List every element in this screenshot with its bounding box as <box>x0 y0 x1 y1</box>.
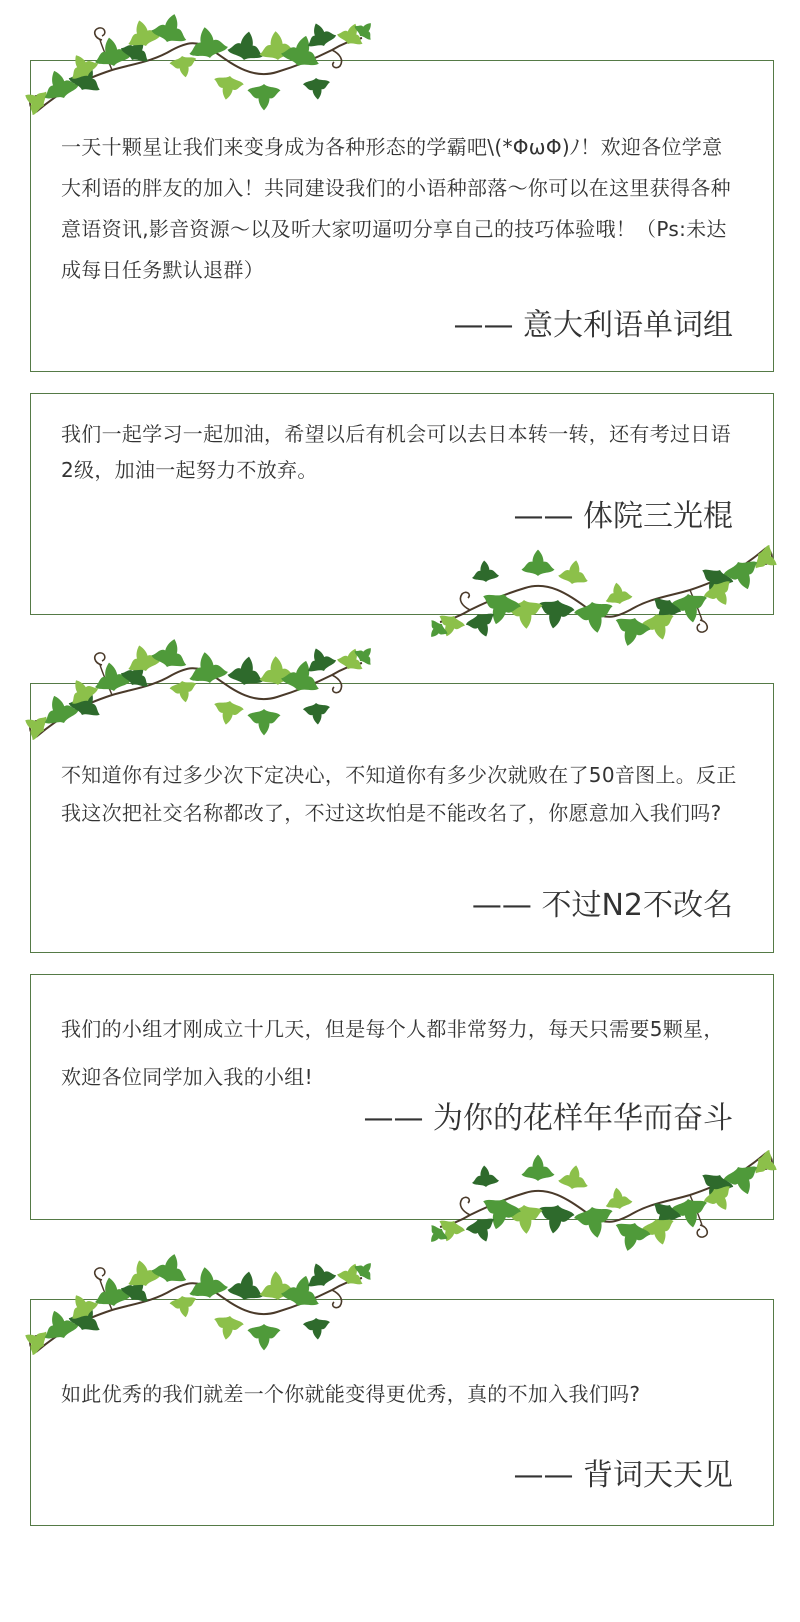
ivy-vine-decoration <box>22 20 372 130</box>
message-signature: —— 意大利语单词组 <box>453 308 733 343</box>
message-text: 一天十颗星让我们来变身成为各种形态的学霸吧\(*ΦωΦ)ﾉ！欢迎各位学意大利语的胖友的加入！共同建设我们的小语种部落～你可以在这里获得各种意语资讯,影音资源～以及听大家叨逼叨分享自己的技巧体验哦！（Ps:未达成每日任务默认退群） <box>61 135 731 282</box>
ivy-vine-decoration <box>22 1260 372 1370</box>
message-signature: —— 为你的花样年华而奋斗 <box>363 1101 733 1136</box>
ivy-vine-decoration <box>430 530 780 640</box>
message-text: 不知道你有过多少次下定决心，不知道你有多少次就败在了50音图上。反正我这次把社交名称都改了，不过这坎怕是不能改名了，你愿意加入我们吗? <box>61 763 737 825</box>
message-text: 如此优秀的我们就差一个你就能变得更优秀，真的不加入我们吗? <box>61 1382 641 1406</box>
ivy-vine-decoration <box>22 645 372 755</box>
message-signature: —— 不过N2不改名 <box>471 888 733 923</box>
message-signature: —— 体院三光棍 <box>513 499 733 534</box>
message-text: 我们一起学习一起加油，希望以后有机会可以去日本转一转，还有考过日语2级，加油一起努力不放弃。 <box>61 422 731 482</box>
message-text: 我们的小组才刚成立十几天，但是每个人都非常努力，每天只需要5颗星，欢迎各位同学加入我的小组! <box>61 1017 724 1089</box>
message-signature: —— 背词天天见 <box>513 1458 733 1493</box>
ivy-vine-decoration <box>430 1135 780 1245</box>
